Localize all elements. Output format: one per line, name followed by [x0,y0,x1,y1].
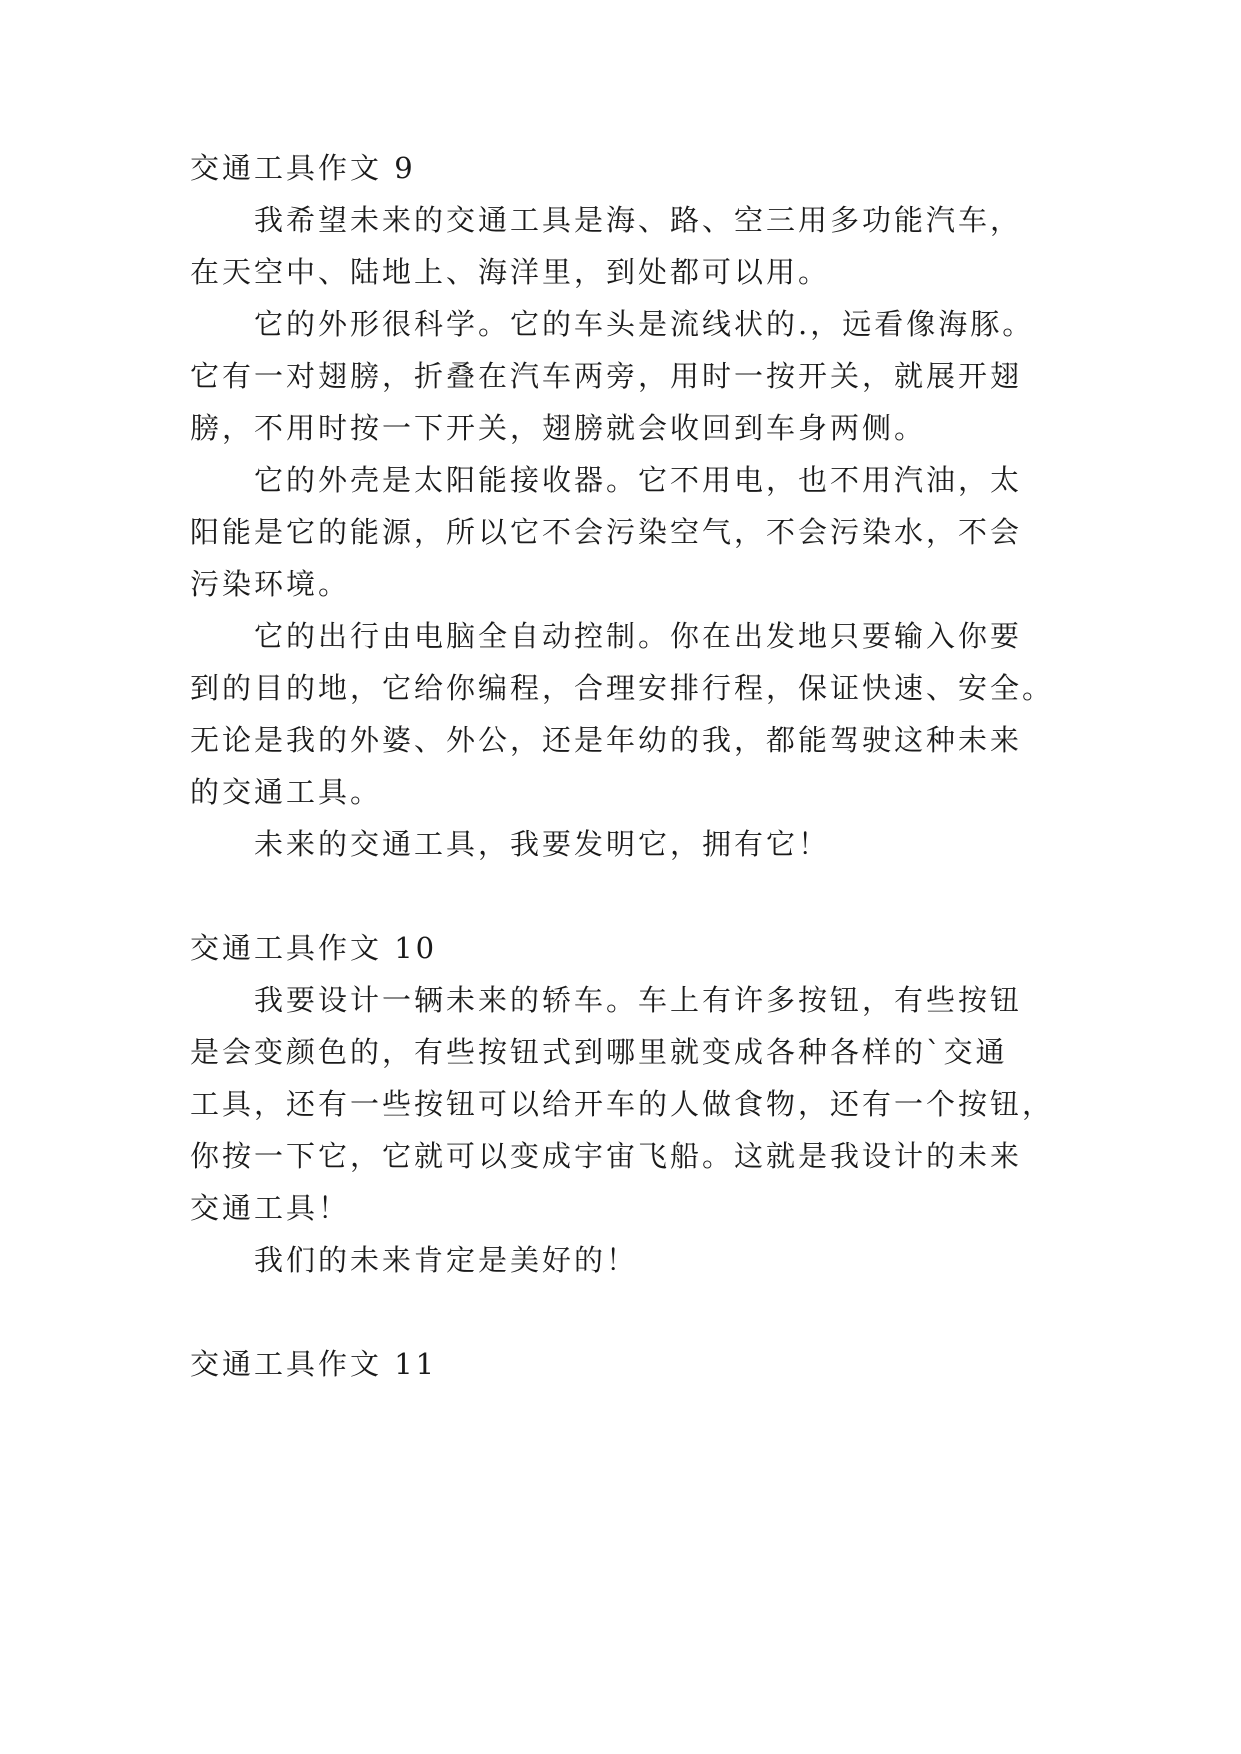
paragraph-line: 的交通工具。 [190,775,383,809]
paragraph-line: 污染环境。 [190,567,351,601]
paragraph-line: 膀，不用时按一下开关，翅膀就会收回到车身两侧。 [190,411,927,445]
essay-title: 交通工具作文 10 [190,931,438,965]
paragraph-line: 在天空中、陆地上、海洋里，到处都可以用。 [190,255,831,289]
paragraph-line: 你按一下它，它就可以变成宇宙飞船。这就是我设计的未来 [190,1139,1023,1173]
essay-title: 交通工具作文 9 [190,151,416,185]
paragraph-line: 它的外壳是太阳能接收器。它不用电，也不用汽油，太 [254,463,1023,497]
essay-title: 交通工具作文 11 [190,1347,438,1381]
paragraph-line: 阳能是它的能源，所以它不会污染空气，不会污染水，不会 [190,515,1023,549]
paragraph-line: 我希望未来的交通工具是海、路、空三用多功能汽车， [254,203,1023,237]
paragraph-line: 我要设计一辆未来的轿车。车上有许多按钮，有些按钮 [254,983,1023,1017]
paragraph-line: 它的外形很科学。它的车头是流线状的.，远看像海豚。 [254,307,1035,341]
paragraph-line: 交通工具！ [190,1191,351,1225]
paragraph-line: 未来的交通工具，我要发明它，拥有它！ [254,827,831,861]
paragraph-line: 无论是我的外婆、外公，还是年幼的我，都能驾驶这种未来 [190,723,1023,757]
paragraph-line: 工具，还有一些按钮可以给开车的人做食物，还有一个按钮， [190,1087,1055,1121]
paragraph-line: 它有一对翅膀，折叠在汽车两旁，用时一按开关，就展开翅 [190,359,1023,393]
paragraph-line: 我们的未来肯定是美好的！ [254,1243,639,1277]
paragraph-line: 到的目的地，它给你编程，合理安排行程，保证快速、安全。 [190,671,1055,705]
paragraph-line: 是会变颜色的，有些按钮式到哪里就变成各种各样的`交通 [190,1035,1008,1069]
paragraph-line: 它的出行由电脑全自动控制。你在出发地只要输入你要 [254,619,1023,653]
